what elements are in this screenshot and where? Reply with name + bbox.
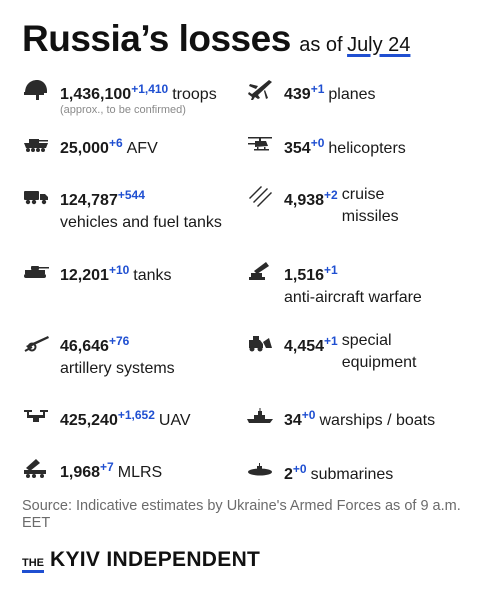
artillery-value: 46,646	[60, 338, 109, 355]
helmet-icon	[22, 78, 50, 102]
special-equipment-icon	[246, 330, 274, 354]
troops-label: troops	[172, 86, 217, 103]
brand-name: KYIV INDEPENDENT	[50, 548, 261, 571]
submarines-delta: +0	[292, 462, 307, 476]
source-note: Source: Indicative estimates by Ukraine's Armed Forces as of 9 a.m. EET	[22, 498, 461, 531]
stat-troops	[22, 78, 242, 117]
troops-delta: +1,410	[131, 82, 169, 96]
special-equipment-delta: +1	[324, 334, 338, 348]
header	[22, 18, 410, 60]
tanks-label: tanks	[133, 267, 172, 284]
planes-delta: +1	[310, 82, 325, 96]
missiles-value: 4,938	[284, 192, 325, 209]
anti-aircraft-icon	[246, 259, 274, 283]
date-label: July 24	[347, 34, 411, 56]
mlrs-delta: +7	[100, 460, 114, 474]
stat-afv	[22, 132, 242, 160]
page-title: Russia’s losses	[22, 18, 291, 59]
planes-label: planes	[328, 86, 376, 103]
vehicles-label: vehicles and fuel tanks	[60, 214, 222, 231]
tank-icon	[22, 259, 50, 283]
brand-logo	[22, 548, 260, 573]
planes-value: 439	[284, 86, 311, 103]
missiles-label: cruise missiles	[341, 186, 399, 225]
tanks-delta: +10	[108, 263, 130, 277]
submarines-label: submarines	[310, 466, 394, 483]
vehicles-delta: +544	[117, 188, 145, 202]
troops-note: (approx., to be confirmed)	[60, 104, 186, 116]
uav-label: UAV	[158, 412, 191, 429]
helicopter-icon	[246, 132, 274, 156]
stat-submarines	[246, 458, 466, 486]
warships-label: warships / boats	[319, 412, 436, 429]
stat-planes	[246, 78, 466, 106]
anti-aircraft-label: anti-aircraft warfare	[284, 289, 422, 306]
stat-vehicles	[22, 184, 242, 234]
warships-delta: +0	[301, 408, 316, 422]
vehicles-value: 124,787	[60, 192, 118, 209]
stat-mlrs	[22, 456, 242, 484]
afv-value: 25,000	[60, 140, 109, 157]
afv-delta: +6	[108, 136, 123, 150]
tanks-value: 12,201	[60, 267, 109, 284]
missiles-delta: +2	[324, 188, 338, 202]
submarine-icon	[246, 458, 274, 482]
afv-icon	[22, 132, 50, 156]
drone-icon	[22, 404, 50, 428]
helicopters-delta: +0	[310, 136, 325, 150]
uav-delta: +1,652	[117, 408, 155, 422]
warship-icon	[246, 404, 274, 428]
truck-icon	[22, 184, 50, 208]
mlrs-label: MLRS	[117, 464, 163, 481]
uav-value: 425,240	[60, 412, 118, 429]
stat-anti-aircraft	[246, 259, 466, 309]
mlrs-value: 1,968	[60, 464, 101, 481]
stat-cruise-missiles	[246, 184, 466, 228]
plane-icon	[246, 78, 274, 102]
helicopters-value: 354	[284, 140, 311, 157]
warships-value: 34	[284, 412, 302, 429]
stat-tanks	[22, 259, 242, 287]
submarines-value: 2	[284, 466, 293, 483]
stat-special-equipment	[246, 330, 466, 374]
special-equipment-label: special equipment	[341, 332, 417, 371]
stat-artillery	[22, 330, 242, 380]
troops-value: 1,436,100	[60, 86, 132, 103]
anti-aircraft-value: 1,516	[284, 267, 325, 284]
missile-icon	[246, 184, 274, 208]
artillery-icon	[22, 330, 50, 354]
artillery-delta: +76	[108, 334, 130, 348]
stat-warships	[246, 404, 472, 432]
brand-the: THE	[22, 557, 44, 573]
stat-helicopters	[246, 132, 466, 160]
stat-uav	[22, 404, 242, 432]
as-of-label: as of	[299, 34, 343, 56]
special-equipment-value: 4,454	[284, 338, 325, 355]
helicopters-label: helicopters	[328, 140, 406, 157]
afv-label: AFV	[126, 140, 158, 157]
mlrs-icon	[22, 456, 50, 480]
artillery-label: artillery systems	[60, 360, 175, 377]
anti-aircraft-delta: +1	[324, 263, 338, 277]
